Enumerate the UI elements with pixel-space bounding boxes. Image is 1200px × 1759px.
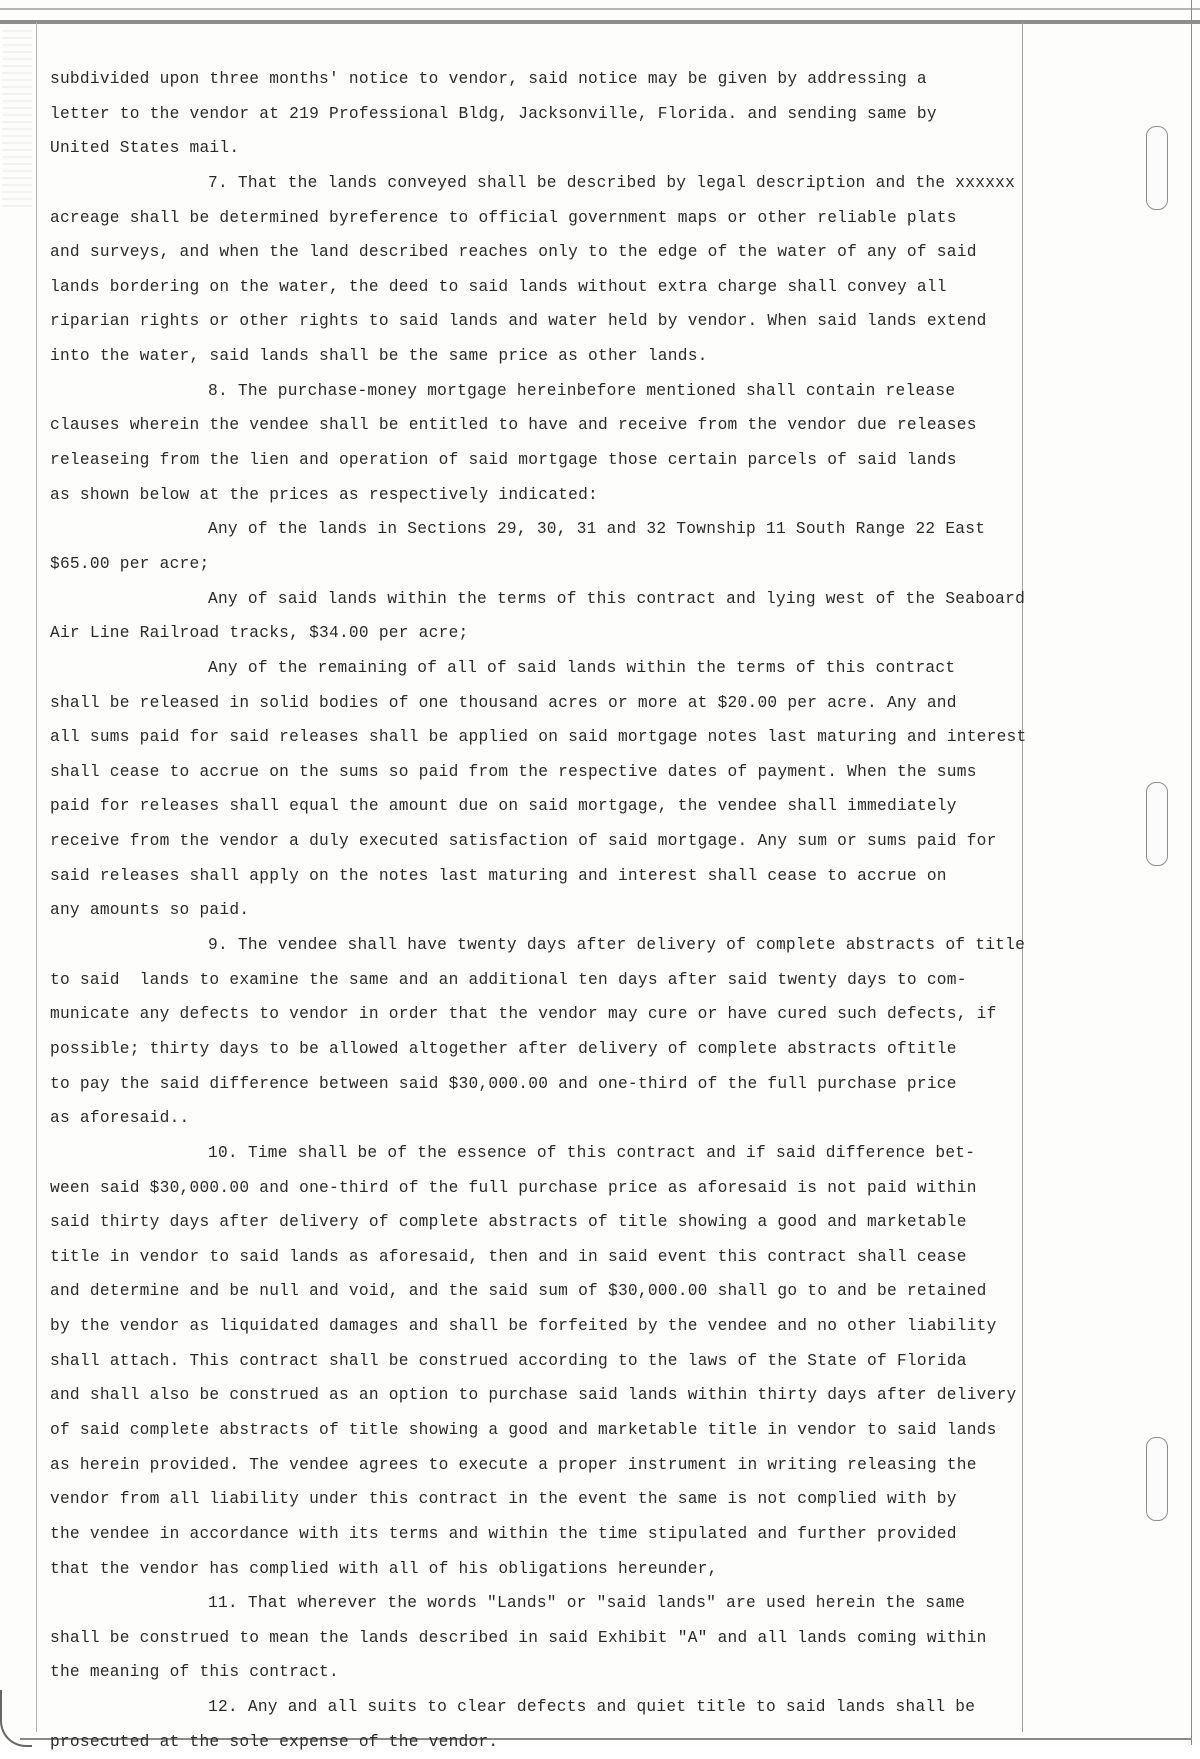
text-line: letter to the vendor at 219 Professional Bldg, Jacksonville, Florida. and sending same by [50, 104, 937, 123]
page-corner-curl [0, 1690, 32, 1747]
text-line: the vendee in accordance with its terms and within the time stipulated and further provided [50, 1524, 957, 1543]
text-line: and determine and be null and void, and the said sum of $30,000.00 shall go to and be retained [50, 1282, 987, 1301]
text-line: as shown below at the prices as respectively indicated: [50, 485, 599, 504]
paragraph-first-line: 8. The purchase-money mortgage hereinbefore mentioned shall contain release [208, 381, 956, 400]
text-line: ween said $30,000.00 and one-third of the full purchase price as aforesaid is not paid within [50, 1178, 977, 1197]
text-line: as aforesaid.. [50, 1109, 190, 1128]
text-line: acreage shall be determined byreference to official government maps or other reliable plats [50, 208, 957, 227]
document-body [50, 62, 1170, 1759]
paragraph-first-line: Any of said lands within the terms of this contract and lying west of the Seaboard [208, 589, 1026, 608]
text-line: prosecuted at the sole expense of the vendor. [50, 1732, 499, 1751]
text-line: municate any defects to vendor in order that the vendor may cure or have cured such defects, if [50, 1005, 997, 1024]
text-line: said thirty days after delivery of complete abstracts of title showing a good and marketable [50, 1213, 967, 1232]
page-edge-rule [1191, 0, 1192, 1745]
text-line: of said complete abstracts of title showing a good and marketable title in vendor to said lands [50, 1420, 997, 1439]
text-line: subdivided upon three months' notice to vendor, said notice may be given by addressing a [50, 70, 927, 88]
paragraph-first-line: 9. The vendee shall have twenty days after delivery of complete abstracts of title [208, 936, 1026, 955]
text-line: lands bordering on the water, the deed to said lands without extra charge shall convey all [50, 277, 947, 296]
scan-noise [2, 30, 32, 210]
text-line: shall be released in solid bodies of one thousand acres or more at $20.00 per acre. Any and [50, 693, 957, 712]
text-line: vendor from all liability under this contract in the event the same is not complied with by [50, 1490, 957, 1509]
left-margin-rule [36, 22, 37, 1732]
text-line: by the vendor as liquidated damages and shall be forfeited by the vendee and no other liability [50, 1317, 997, 1336]
paragraph-first-line: 12. Any and all suits to clear defects and quiet title to said lands shall be [208, 1698, 976, 1717]
text-line: the meaning of this contract. [50, 1663, 339, 1682]
text-line: and shall also be construed as an option to purchase said lands within thirty days after delivery [50, 1386, 1017, 1405]
text-line: riparian rights or other rights to said lands and water held by vendor. When said lands extend [50, 312, 987, 331]
text-line: title in vendor to said lands as aforesaid, then and in said event this contract shall cease [50, 1247, 967, 1266]
text-line: United States mail. [50, 139, 240, 158]
paragraph-first-line: 10. Time shall be of the essence of this contract and if said difference bet- [208, 1143, 976, 1162]
text-line: into the water, said lands shall be the same price as other lands. [50, 347, 708, 366]
text-line: to said lands to examine the same and an additional ten days after said twenty days to com- [50, 970, 967, 989]
text-line: shall be construed to mean the lands described in said Exhibit "A" and all lands coming within [50, 1628, 987, 1647]
text-line: $65.00 per acre; [50, 554, 210, 573]
text-line: shall cease to accrue on the sums so paid from the respective dates of payment. When the sums [50, 762, 977, 781]
text-line: to pay the said difference between said $30,000.00 and one-third of the full purchase price [50, 1074, 957, 1093]
text-line: clauses wherein the vendee shall be entitled to have and receive from the vendor due releases [50, 416, 977, 435]
text-line: releaseing from the lien and operation of said mortgage those certain parcels of said lands [50, 451, 957, 470]
text-line: that the vendor has complied with all of his obligations hereunder, [50, 1559, 718, 1578]
top-margin-rule [0, 20, 1200, 24]
text-line: said releases shall apply on the notes last maturing and interest shall cease to accrue on [50, 866, 947, 885]
text-line: possible; thirty days to be allowed altogether after delivery of complete abstracts oftitle [50, 1039, 957, 1058]
text-line: any amounts so paid. [50, 901, 250, 920]
top-edge-rule [0, 8, 1200, 10]
text-line: shall attach. This contract shall be construed according to the laws of the State of Florida [50, 1351, 967, 1370]
text-line: paid for releases shall equal the amount due on said mortgage, the vendee shall immediately [50, 797, 957, 816]
paragraph-first-line: 7. That the lands conveyed shall be described by legal description and the xxxxxx [208, 173, 1016, 192]
text-line: as herein provided. The vendee agrees to execute a proper instrument in writing releasing the [50, 1455, 977, 1474]
text-line: receive from the vendor a duly executed satisfaction of said mortgage. Any sum or sums paid for [50, 832, 997, 851]
text-line: all sums paid for said releases shall be applied on said mortgage notes last maturing and interest [50, 728, 1027, 747]
paragraph-first-line: 11. That wherever the words "Lands" or "said lands" are used herein the same [208, 1594, 966, 1613]
paragraph-first-line: Any of the remaining of all of said lands within the terms of this contract [208, 658, 956, 677]
paragraph-first-line: Any of the lands in Sections 29, 30, 31 and 32 Township 11 South Range 22 East [208, 520, 986, 539]
text-line: Air Line Railroad tracks, $34.00 per acre; [50, 624, 469, 643]
text-line: and surveys, and when the land described reaches only to the edge of the water of any of said [50, 243, 977, 262]
